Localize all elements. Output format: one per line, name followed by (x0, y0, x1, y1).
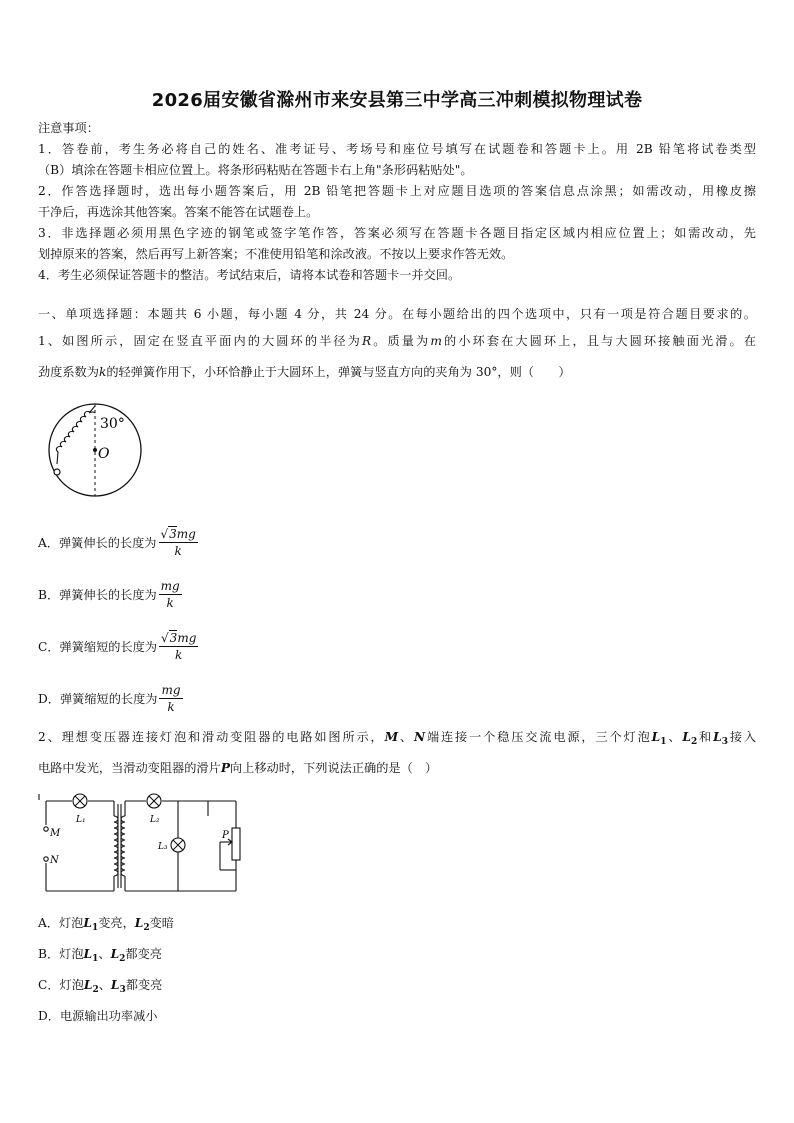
question-1-line-1 (38, 333, 756, 349)
q2-option-a-mid: 变亮， (98, 916, 135, 930)
lamp-l: L (83, 978, 93, 992)
small-ring (54, 469, 60, 475)
angle-arc (89, 412, 95, 413)
q2-var-n: N (413, 730, 426, 744)
q2-var-p: P (220, 761, 230, 775)
ring-spring-figure (40, 398, 150, 502)
q2-sub-2: 2 (690, 737, 698, 747)
q1-var-m: m (430, 334, 442, 348)
lamp-sub: 2 (92, 985, 99, 995)
lamp-l: L (110, 978, 120, 992)
lamp-l: L (134, 916, 144, 930)
q1-var-k: k (98, 365, 107, 379)
page-title: 2026届安徽省滁州市来安县第三中学高三冲刺模拟物理试卷 (151, 90, 643, 111)
fraction-numerator: mg (160, 579, 180, 593)
q1-option-c-text: C．弹簧缩短的长度为 (38, 640, 158, 654)
fraction-denominator: k (175, 648, 183, 662)
lamp-sub: 1 (91, 923, 99, 933)
q2-text-e: 向上移动时，下列说法正确的是（ ） (229, 761, 438, 775)
q1-text-c: 的小环套在大圆环上，且与大圆环接触面光滑。在 (441, 334, 757, 348)
q2-option-a-end: 变暗 (149, 916, 174, 930)
notice-line-1: 1．答卷前，考生务必将自己的姓名、准考证号、考场号和座位号填写在试题卷和答题卡上。用 2B 铅笔将试卷类型 (38, 142, 756, 156)
notice-heading: 注意事项： (38, 121, 99, 135)
center-point (93, 448, 97, 452)
q2-lamp-l2: L (682, 730, 691, 744)
q1-option-a-fraction: $\frac{√3mg}{k}$ (160, 527, 196, 558)
secondary-coil (121, 816, 125, 876)
separator: 、 (98, 978, 111, 992)
q2-option-d-text: D．电源输出功率减小 (38, 1009, 158, 1023)
q2-sub-3: 3 (721, 737, 728, 747)
terminal-m (44, 827, 48, 831)
angle-label: 30° (100, 416, 125, 432)
q2-text-b: 端连接一个稳压交流电源，三个灯泡 (425, 730, 652, 744)
q2-option-a-text: A．灯泡 (38, 916, 84, 930)
q2-option-b[interactable] (38, 946, 162, 967)
lamp-l: L (83, 916, 92, 930)
q1-option-d-text: D．弹簧缩短的长度为 (38, 692, 158, 706)
q1-option-b-fraction (159, 579, 182, 610)
label-l2: L₂ (150, 815, 160, 825)
notice-line-7: 4．考生必须保证答题卡的整洁。考试结束后，请将本试卷和答题卡一并交回。 (38, 268, 461, 282)
label-p: P (222, 830, 229, 841)
q1-text-b: 。质量为 (371, 334, 431, 348)
spring (56, 406, 95, 464)
q1-option-a-text: A．弹簧伸长的长度为 (38, 536, 157, 550)
fraction-denominator: k (166, 596, 174, 610)
fraction-denominator: k (167, 700, 175, 714)
lamp-sub: 2 (119, 954, 126, 964)
separator: 、 (98, 947, 111, 961)
notice-line-5: 3．非选择题必须用黑色字迹的钢笔或签字笔作答，答案必须写在答题卡各题目指定区域内相应位置上；如需改动，先 (38, 226, 756, 240)
q2-text-a: 2、理想变压器连接灯泡和滑动变阻器的电路如图所示， (38, 730, 385, 744)
q2-sub-1: 1 (660, 737, 667, 747)
question-2-line-2 (38, 760, 437, 776)
q2-option-b-text: B．灯泡 (38, 947, 84, 961)
notice-line-3: 2．作答选择题时，选出每小题答案后，用 2B 铅笔把答题卡上对应题目选项的答案信息点涂黑；如需改动，用橡皮擦 (38, 184, 756, 198)
label-l3: L₃ (158, 842, 168, 852)
label-m: M (50, 828, 61, 839)
q1-option-b-text: B．弹簧伸长的长度为 (38, 588, 157, 602)
lamp-sub: 1 (92, 954, 99, 964)
q2-text-d: 电路中发光，当滑动变阻器的滑片 (38, 761, 221, 775)
center-label: O (98, 446, 110, 462)
q2-option-a[interactable] (38, 915, 174, 936)
transformer-circuit-figure (36, 792, 248, 896)
q2-option-d[interactable] (38, 1008, 157, 1024)
sqrt-value: 3 (169, 631, 178, 645)
q1-option-a[interactable] (38, 527, 198, 558)
q1-option-b[interactable] (38, 579, 182, 610)
q2-sep-2: 、 (666, 730, 683, 744)
rheostat-icon (232, 828, 240, 860)
terminal-n (44, 857, 48, 861)
q1-text-e: 的轻弹簧作用下，小环恰静止于大圆环上，弹簧与竖直方向的夹角为 30°，则（ ） (106, 365, 571, 379)
q2-var-m: M (384, 730, 399, 744)
fraction-numerator: mg (176, 527, 196, 541)
q1-var-r: R (361, 334, 372, 348)
q2-option-c[interactable] (38, 977, 162, 998)
q2-text-c: 接入 (727, 730, 757, 744)
lamp-l: L (110, 947, 120, 961)
q2-option-c-text: C．灯泡 (38, 978, 84, 992)
question-2-line-1 (38, 729, 756, 750)
q2-option-c-end: 都变亮 (125, 978, 163, 992)
q1-text-d: 劲度系数为 (38, 365, 99, 379)
notice-line-4: 干净后，再选涂其他答案。答案不能答在试题卷上。 (38, 205, 319, 219)
q1-option-d-fraction (159, 683, 182, 714)
lamp-l: L (83, 947, 93, 961)
q2-and: 和 (697, 730, 714, 744)
lamp-sub: 3 (119, 985, 126, 995)
q2-sep-1: 、 (398, 730, 414, 744)
label-n: N (50, 855, 59, 866)
fraction-numerator: mg (177, 631, 197, 645)
q2-lamp-l3: L (713, 730, 722, 744)
fraction-numerator: mg (161, 683, 181, 697)
notice-line-2: （B）填涂在答题卡相应位置上。将条形码粘贴在答题卡右上角"条形码粘贴处"。 (38, 163, 473, 177)
question-1-line-2 (38, 364, 571, 380)
section-heading: 一、单项选择题：本题共 6 小题，每小题 4 分，共 24 分。在每小题给出的四个选项中，只有一项是符合题目要求的。 (38, 307, 756, 321)
label-l1: L₁ (76, 815, 86, 825)
q1-option-c[interactable] (38, 631, 198, 662)
primary-coil (114, 816, 118, 876)
q2-option-b-end: 都变亮 (125, 947, 162, 961)
q1-text-a: 1、如图所示，固定在竖直平面内的大圆环的半径为 (38, 334, 362, 348)
fraction-denominator: k (174, 544, 182, 558)
q2-lamp-l1: L (651, 730, 661, 744)
notice-line-6: 划掉原来的答案，然后再写上新答案；不准使用铅笔和涂改液。不按以上要求作答无效。 (38, 247, 514, 261)
lamp-sub: 2 (143, 923, 150, 933)
q1-option-d[interactable] (38, 683, 183, 714)
q1-option-c-fraction: $\frac{√3mg}{k}$ (161, 631, 197, 662)
sqrt-value: 3 (169, 527, 177, 541)
